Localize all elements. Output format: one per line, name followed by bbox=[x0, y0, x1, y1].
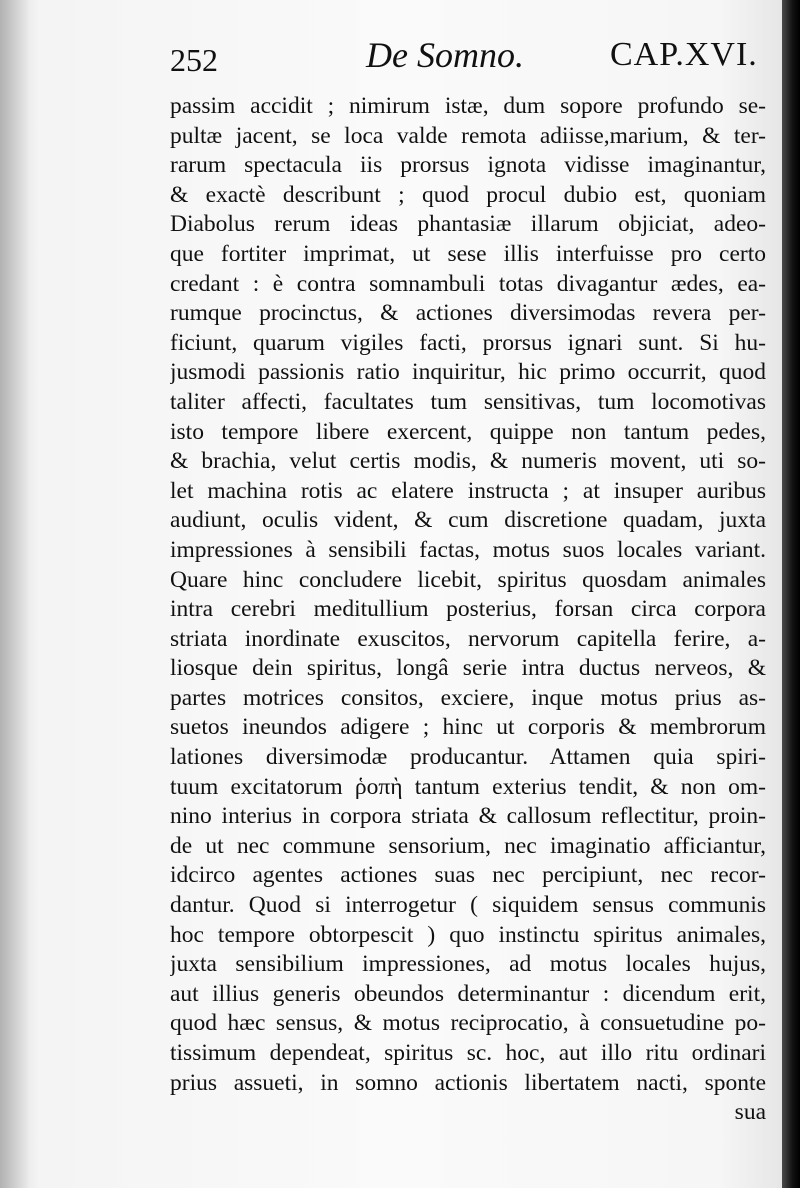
text-line: tuum excitatorum ῥοπὴ tantum exterius tendit, & non om- bbox=[170, 773, 766, 800]
text-line: ficiunt, quarum vigiles facti, prorsus ignari sunt. Si hu- bbox=[170, 329, 766, 356]
text-line: rumque procinctus, & actiones diversimodas revera per- bbox=[170, 300, 766, 327]
text-line: idcirco agentes actiones suas nec percipiunt, nec recor- bbox=[170, 862, 766, 889]
text-line: jusmodi passionis ratio inquiritur, hic primo occurrit, quod bbox=[170, 359, 766, 386]
text-line: nino interius in corpora striata & callosum reflectitur, proin- bbox=[170, 803, 766, 830]
text-line: striata inordinate exuscitos, nervorum capitella ferire, a- bbox=[170, 625, 766, 652]
chapter-label: CAP.XVI. bbox=[610, 36, 758, 73]
text-line: juxta sensibilium impressiones, ad motus locales hujus, bbox=[170, 951, 766, 978]
text-line: dantur. Quod si interrogetur ( siquidem sensus communis bbox=[170, 892, 766, 919]
text-line: que fortiter imprimat, ut sese illis interfuisse pro certo bbox=[170, 240, 766, 267]
page-edge bbox=[782, 0, 800, 1188]
text-line: audiunt, oculis vident, & cum discretione quadam, juxta bbox=[170, 507, 766, 534]
text-line: liosque dein spiritus, longâ serie intra ductus nerveos, & bbox=[170, 655, 766, 682]
text-line: Quare hinc concludere licebit, spiritus quosdam animales bbox=[170, 566, 766, 593]
text-line: hoc tempore obtorpescit ) quo instinctu spiritus animales, bbox=[170, 921, 766, 948]
text-line: taliter affecti, facultates tum sensitivas, tum locomotivas bbox=[170, 388, 766, 415]
text-line: partes motrices consitos, exciere, inque motus prius as- bbox=[170, 684, 766, 711]
text-line: isto tempore libere exercent, quippe non tantum pedes, bbox=[170, 418, 766, 445]
page-header bbox=[170, 28, 770, 88]
text-line: passim accidit ; nimirum istæ, dum sopore profundo se- bbox=[170, 93, 766, 119]
text-line: pultæ jacent, se loca valde remota adiisse,marium, & ter- bbox=[170, 122, 766, 149]
text-line: impressiones à sensibili factas, motus suos locales variant. bbox=[170, 536, 766, 563]
body-text bbox=[170, 92, 766, 1128]
text-line: de ut nec commune sensorium, nec imaginatio afficiantur, bbox=[170, 832, 766, 859]
text-line: rarum spectacula iis prorsus ignota vidisse imaginantur, bbox=[170, 152, 766, 179]
text-line: intra cerebri meditullium posterius, forsan circa corpora bbox=[170, 596, 766, 623]
text-line: & exactè describunt ; quod procul dubio est, quoniam bbox=[170, 181, 766, 208]
running-title: De Somno. bbox=[366, 35, 524, 75]
page-number: 252 bbox=[170, 42, 218, 78]
text-line: credant : è contra somnambuli totas divagantur ædes, ea- bbox=[170, 270, 766, 297]
text-line: suetos ineundos adigere ; hinc ut corporis & membrorum bbox=[170, 714, 766, 741]
text-line: let machina rotis ac elatere instructa ; at insuper auribus bbox=[170, 477, 766, 504]
text-line: tissimum dependeat, spiritus sc. hoc, aut illo ritu ordinari bbox=[170, 1040, 766, 1066]
text-line: quod hæc sensus, & motus reciprocatio, à consuetudine po- bbox=[170, 1010, 766, 1037]
text-line: & brachia, velut certis modis, & numeris movent, uti so- bbox=[170, 448, 766, 475]
text-line: aut illius generis obeundos determinantur : dicendum erit, bbox=[170, 980, 766, 1007]
text-line: Diabolus rerum ideas phantasiæ illarum objiciat, adeo- bbox=[170, 211, 766, 238]
text-line: lationes diversimodæ producantur. Attamen quia spiri- bbox=[170, 744, 766, 771]
gutter-shadow bbox=[0, 0, 30, 1188]
text-line: prius assueti, in somno actionis libertatem nacti, sponte bbox=[170, 1069, 766, 1096]
catchword-line: sua bbox=[734, 1099, 766, 1126]
